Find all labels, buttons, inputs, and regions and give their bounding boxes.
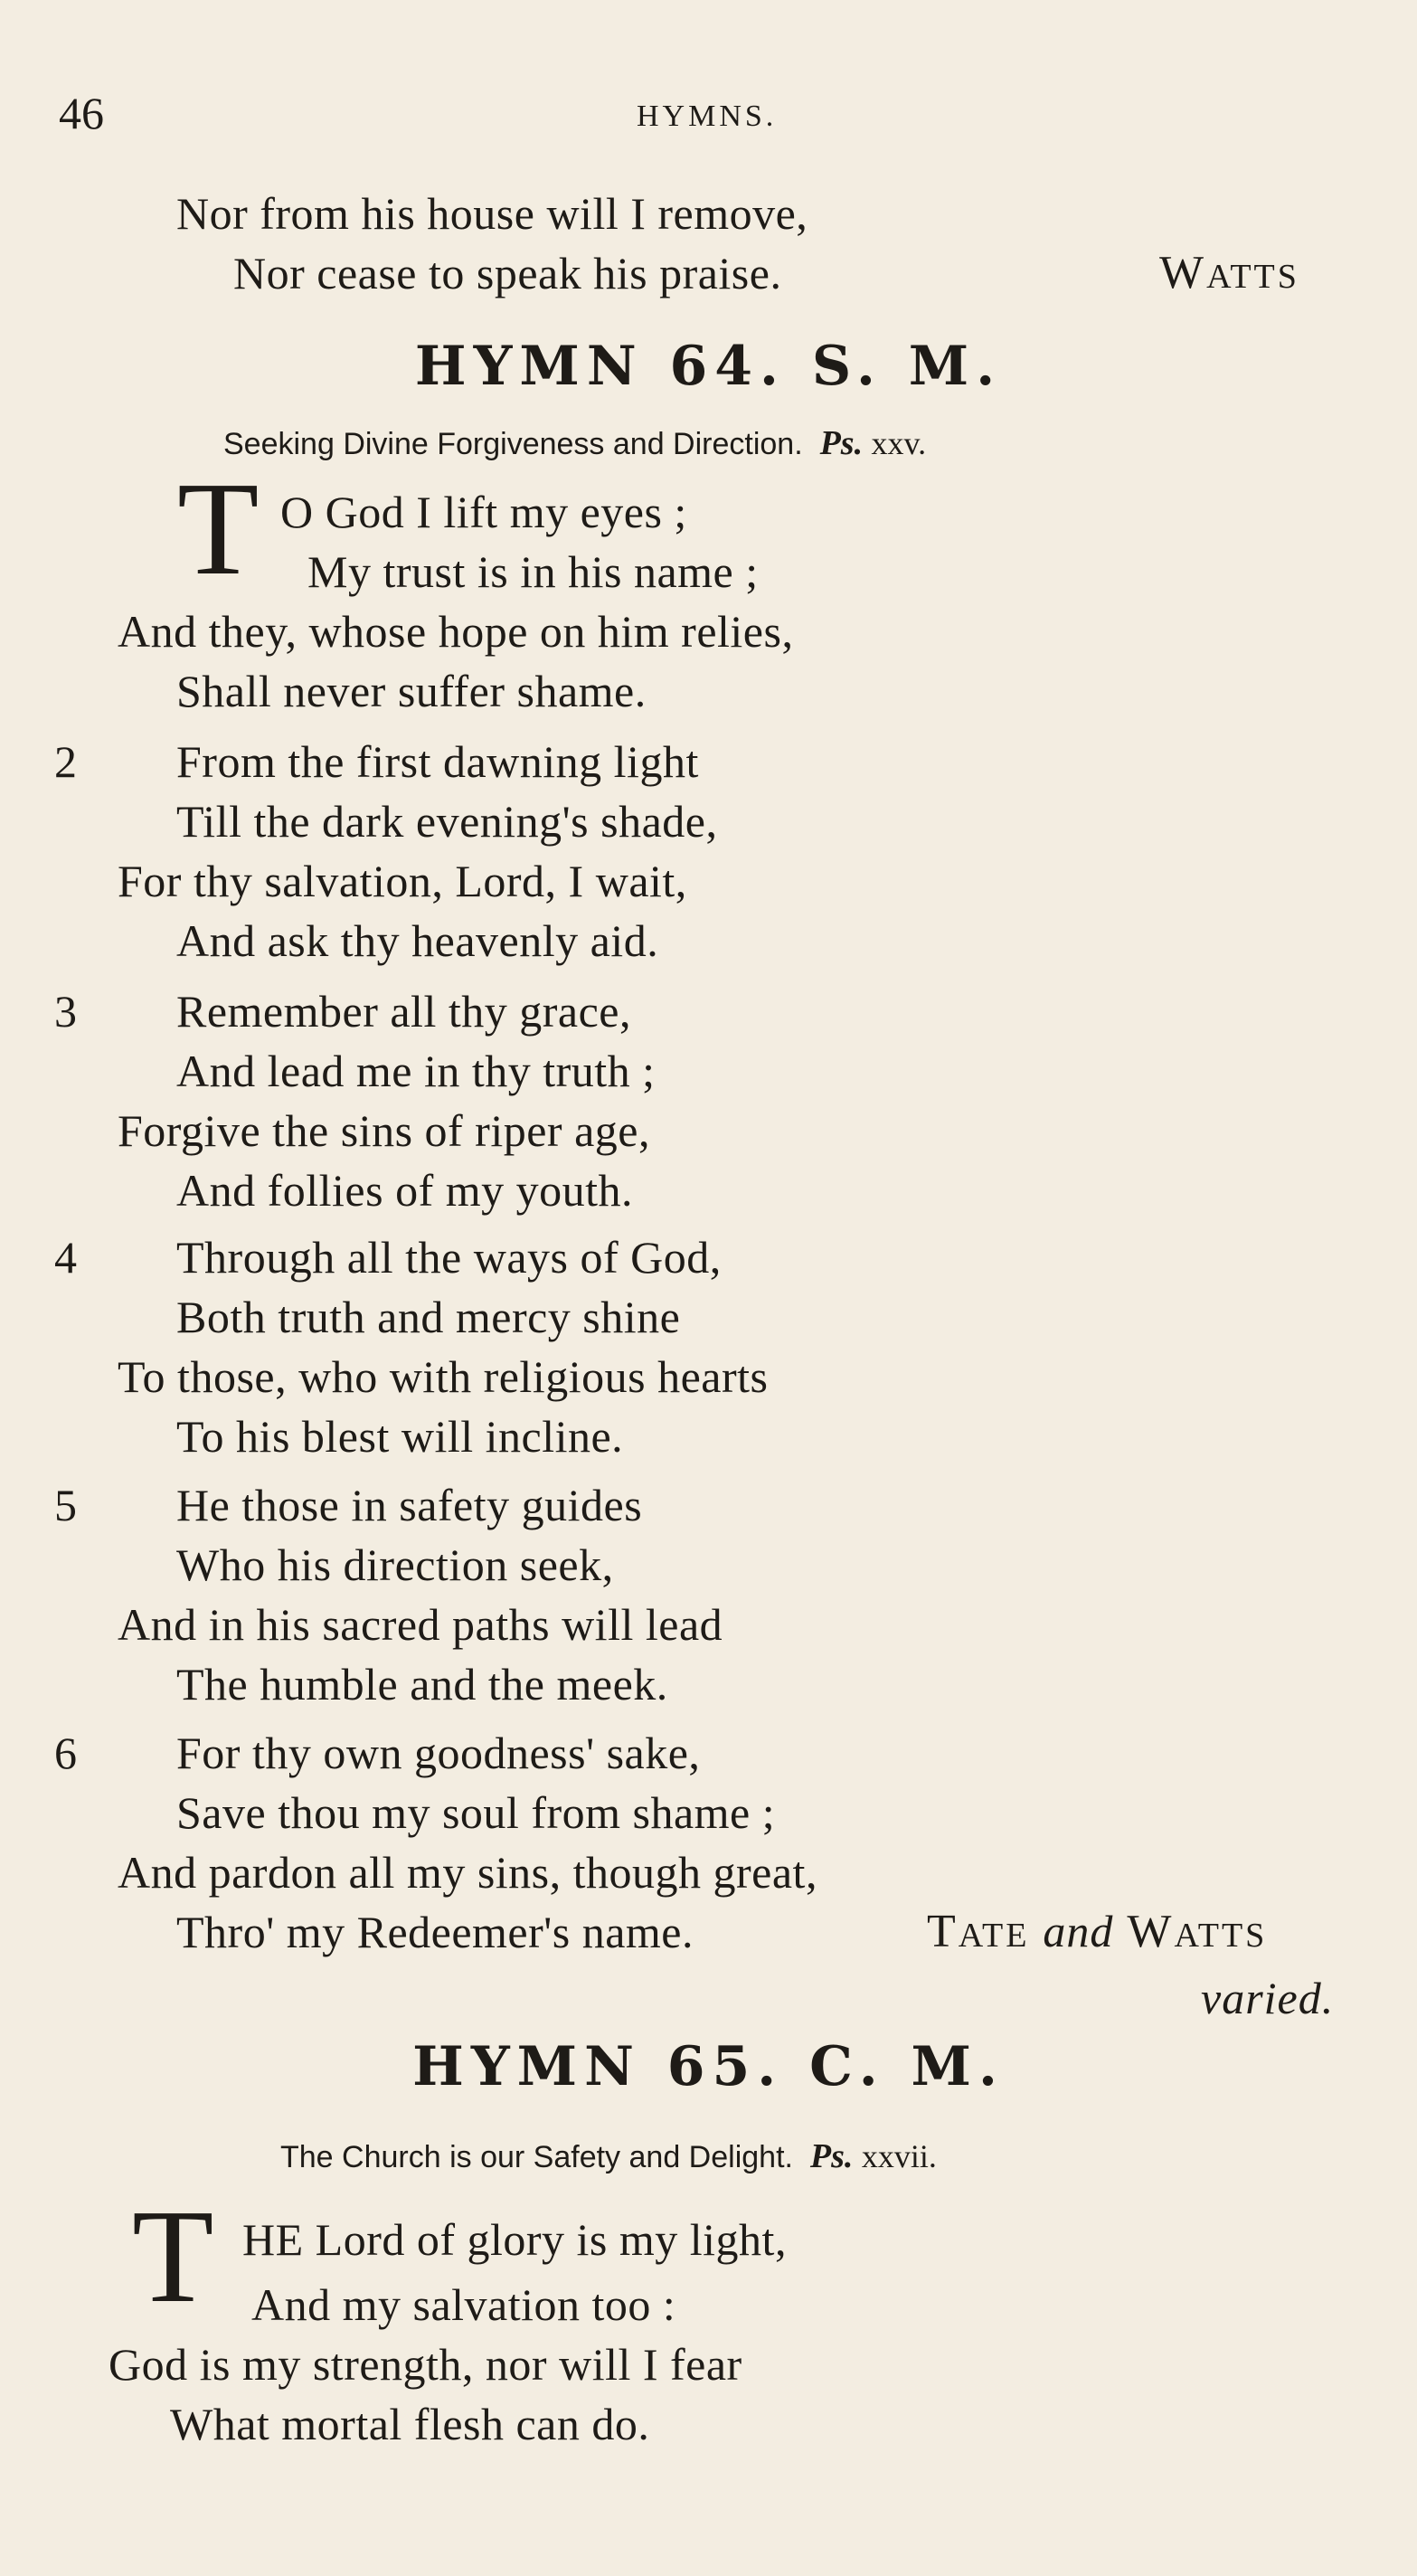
hymn-64-stanza-1-line-1: O God I lift my eyes ;	[280, 487, 687, 537]
hymn-64-stanza-1-line-4: Shall never suffer shame.	[176, 666, 647, 716]
hymn-64-subtitle	[223, 423, 926, 463]
attribution-watts-rest: ATTS	[1174, 1917, 1268, 1955]
hymn-64-stanza-4-line-1: Through all the ways of God,	[176, 1232, 722, 1283]
hymn-64-subtitle-text: Seeking Divine Forgiveness and Direction.	[223, 427, 803, 461]
hymn-64-heading: HYMN 64. S. M.	[414, 335, 1003, 398]
hymn-64-stanza-1-line-3: And they, whose hope on him relies,	[118, 606, 794, 657]
previous-hymn-attribution	[1159, 246, 1299, 299]
attribution-tate-rest: ATE	[958, 1917, 1030, 1955]
hymn-65-line-1: HE Lord of glory is my light,	[242, 2214, 787, 2265]
attribution-rest: ATTS	[1206, 258, 1299, 296]
hymn-64-psalm-ref: xxv.	[871, 425, 927, 461]
hymn-64-stanza-2-line-4: And ask thy heavenly aid.	[176, 915, 659, 966]
hymn-65-line-3: God is my strength, nor will I fear	[109, 2339, 742, 2390]
attribution-tate-initial: T	[927, 1906, 959, 1957]
hymn-65-line-4: What mortal flesh can do.	[170, 2399, 650, 2449]
hymn-65-psalm-abbrev: Ps.	[809, 2137, 854, 2175]
running-head: HYMNS.	[637, 99, 778, 133]
hymn-64-stanza-2-number: 2	[54, 736, 77, 787]
attribution-watts-initial: W	[1127, 1906, 1175, 1957]
hymn-64-stanza-3-line-2: And lead me in thy truth ;	[176, 1046, 656, 1096]
hymn-64-stanza-3-line-4: And follies of my youth.	[176, 1165, 634, 1216]
hymn-64-stanza-6-line-1: For thy own goodness' sake,	[176, 1728, 701, 1778]
hymn-64-stanza-3-line-3: Forgive the sins of riper age,	[118, 1105, 650, 1156]
hymn-64-stanza-6-line-3: And pardon all my sins, though great,	[118, 1847, 817, 1898]
hymn-65-subtitle-text: The Church is our Safety and Delight.	[280, 2140, 793, 2174]
attribution-and: and	[1043, 1906, 1114, 1956]
hymn-64-stanza-6-line-2: Save thou my soul from shame ;	[176, 1787, 776, 1838]
hymn-64-stanza-3-number: 3	[54, 986, 77, 1037]
hymn-64-attribution-varied: varied.	[1201, 1973, 1335, 2023]
attribution-initial: W	[1159, 247, 1207, 298]
page-number: 46	[59, 88, 104, 138]
hymn-64-stanza-4-number: 4	[54, 1232, 77, 1283]
hymn-64-stanza-5-line-4: The humble and the meek.	[176, 1659, 668, 1709]
hymn-64-stanza-2-line-3: For thy salvation, Lord, I wait,	[118, 856, 687, 906]
hymn-64-stanza-5-line-2: Who his direction seek,	[176, 1539, 614, 1590]
hymn-64-stanza-1-line-2: My trust is in his name ;	[307, 546, 759, 597]
hymn-65-subtitle	[280, 2136, 937, 2176]
hymn-64-stanza-5-line-3: And in his sacred paths will lead	[118, 1599, 723, 1650]
hymn-64-stanza-2-line-1: From the first dawning light	[176, 736, 699, 787]
hymn-64-stanza-6-line-4: Thro' my Redeemer's name.	[176, 1907, 694, 1957]
hymn-65-drop-cap: T	[132, 2183, 214, 2331]
hymn-65-heading: HYMN 65. C. M.	[412, 2035, 1005, 2098]
previous-hymn-line-1: Nor from his house will I remove,	[176, 188, 808, 239]
hymn-64-stanza-3-line-1: Remember all thy grace,	[176, 986, 631, 1037]
hymn-64-stanza-4-line-3: To those, who with religious hearts	[118, 1351, 769, 1402]
hymn-65-line-2: And my salvation too :	[251, 2279, 676, 2330]
hymn-64-psalm-abbrev: Ps.	[819, 424, 864, 462]
hymn-64-stanza-2-line-2: Till the dark evening's shade,	[176, 796, 718, 847]
hymn-64-stanza-4-line-2: Both truth and mercy shine	[176, 1292, 681, 1342]
hymn-65-psalm-ref: xxvii.	[861, 2138, 937, 2174]
hymn-64-drop-cap: T	[177, 455, 260, 603]
hymn-64-stanza-5-number: 5	[54, 1480, 77, 1530]
hymn-64-stanza-6-number: 6	[54, 1728, 77, 1778]
previous-hymn-line-2: Nor cease to speak his praise.	[233, 248, 782, 298]
hymn-64-stanza-4-line-4: To his blest will incline.	[176, 1411, 624, 1462]
hymn-64-attribution	[927, 1905, 1267, 1958]
hymn-64-stanza-5-line-1: He those in safety guides	[176, 1480, 643, 1530]
